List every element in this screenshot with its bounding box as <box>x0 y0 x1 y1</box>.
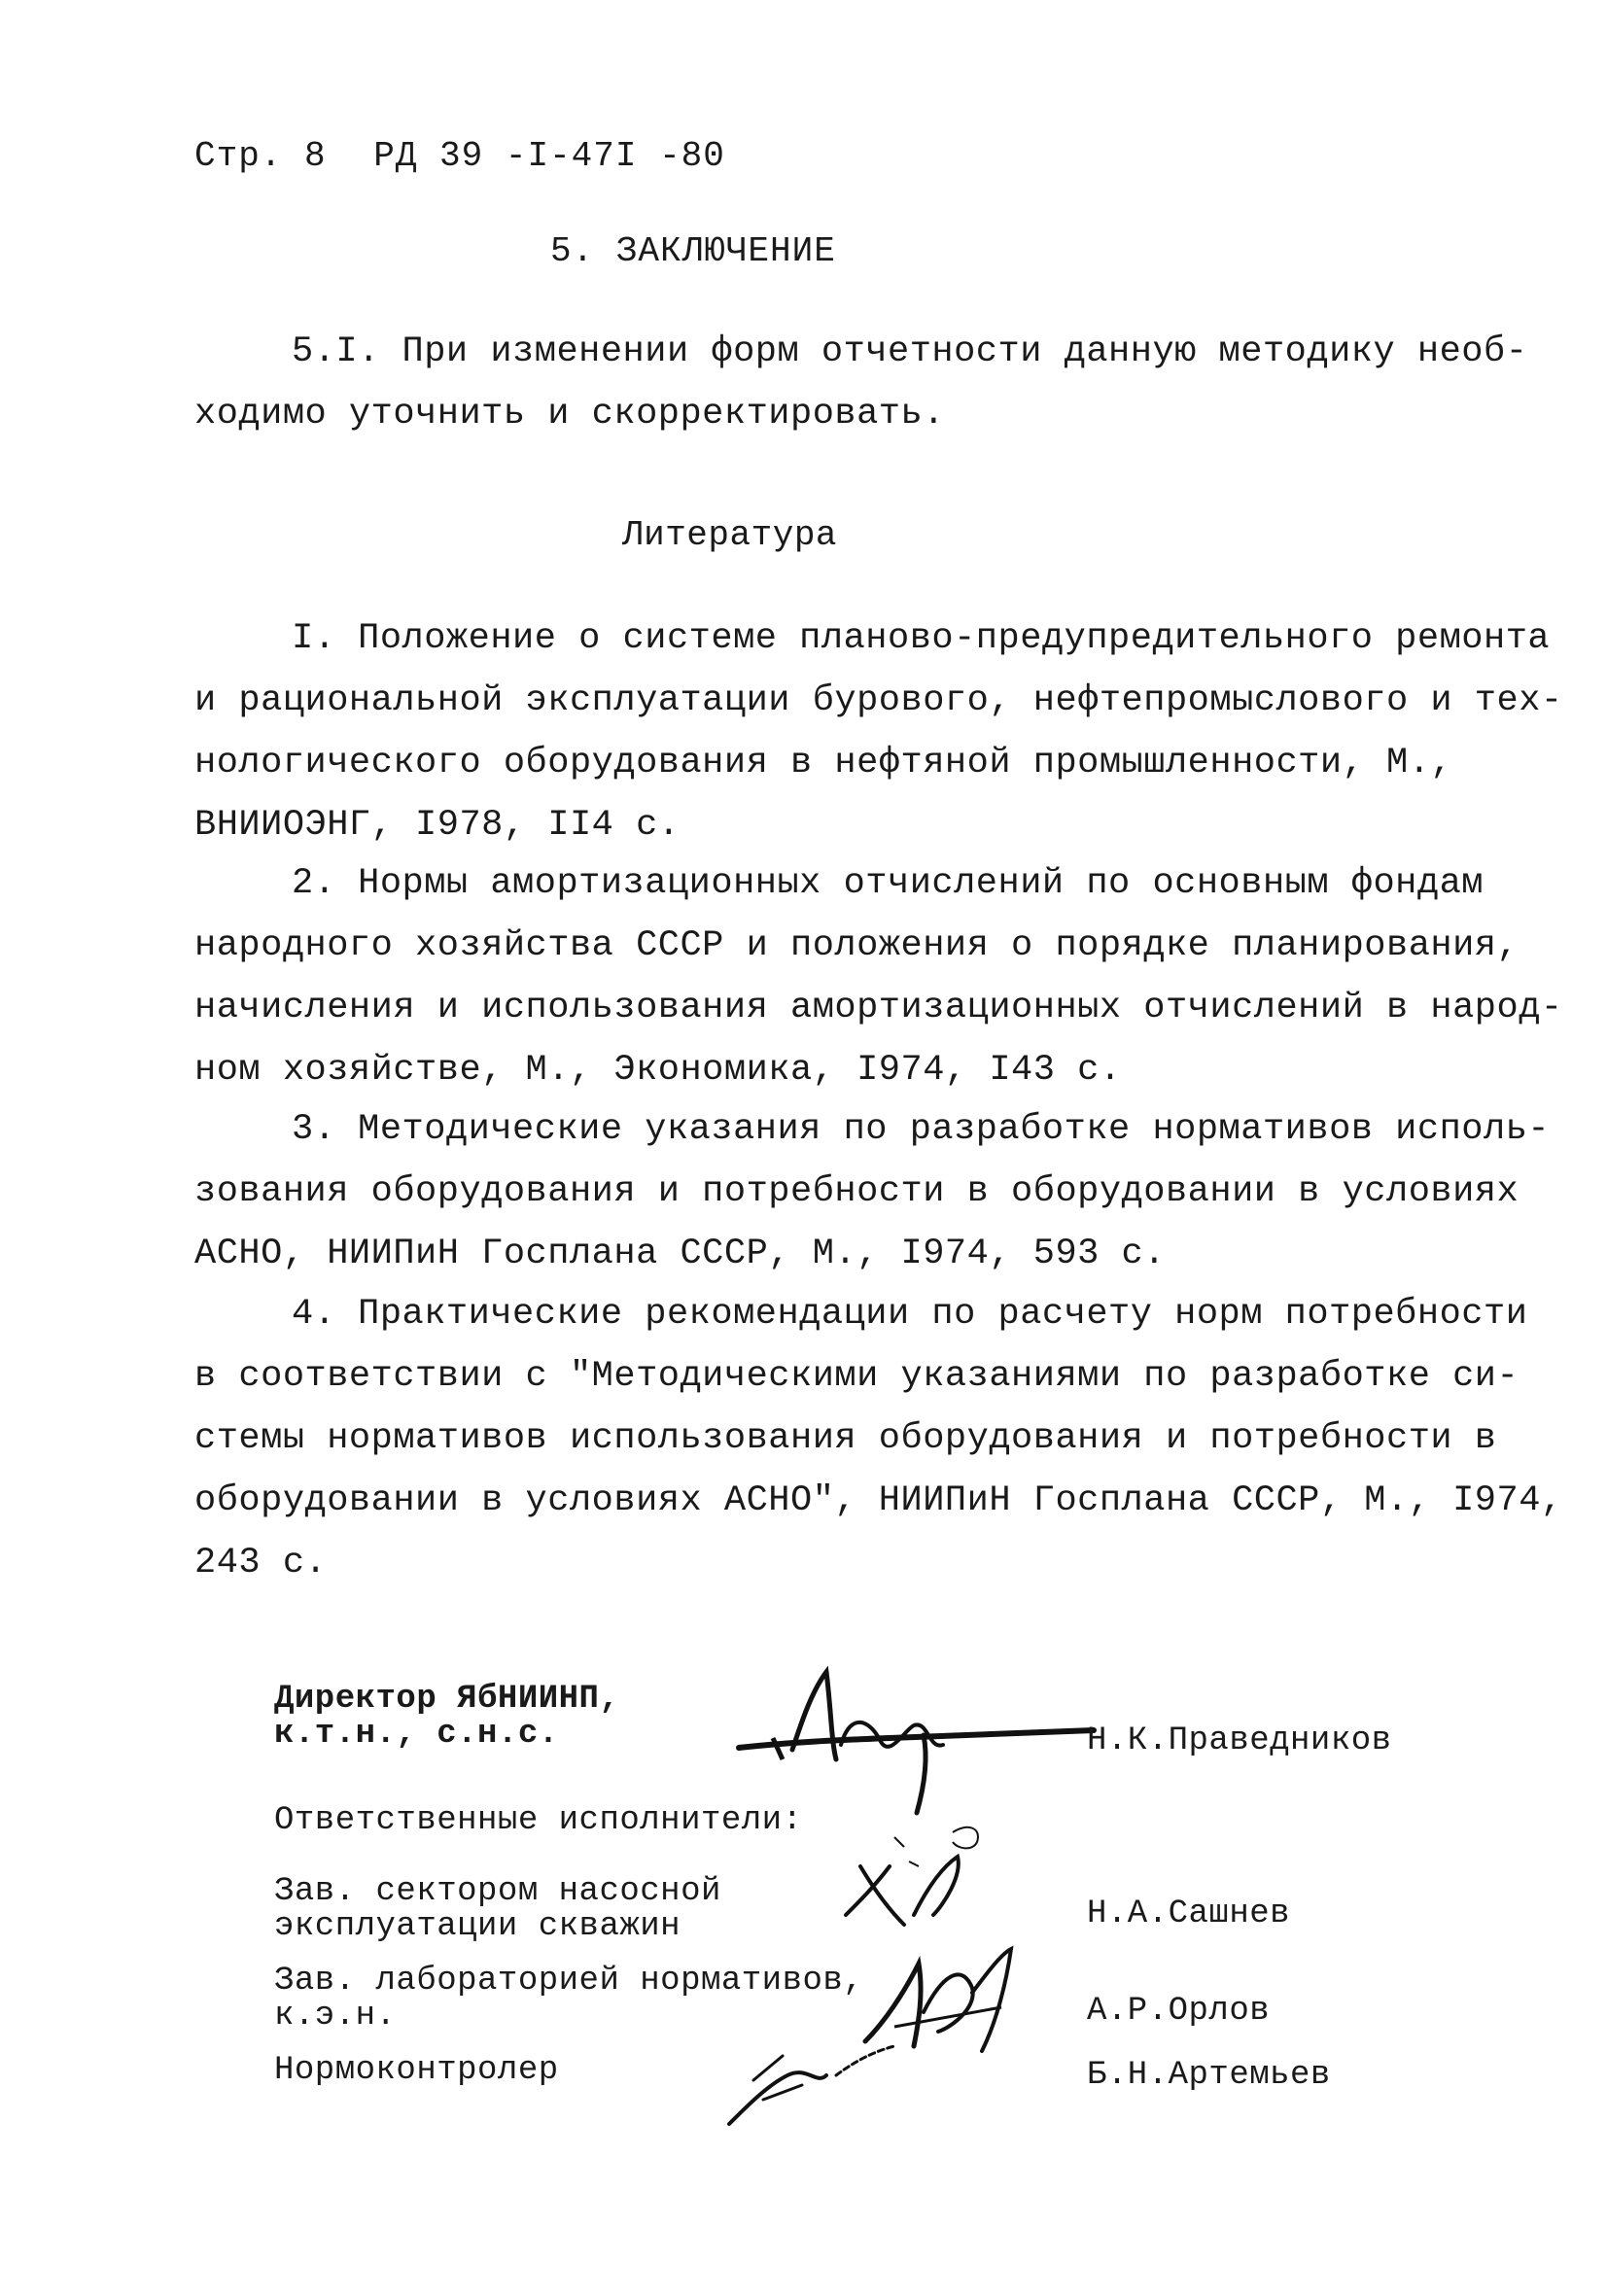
responsible-label: Ответственные исполнители: <box>274 1802 803 1839</box>
document-code: РД 39 -I-47I -80 <box>373 136 725 176</box>
executor-name: Н.А.Сашнев <box>1087 1896 1291 1932</box>
literature-line: народного хозяйства СССР и положения о порядке планирования, <box>194 925 1520 966</box>
director-signature <box>734 1652 1103 1818</box>
literature-line: I. Положение о системе планово-предупредительного ремонта <box>292 618 1551 659</box>
executor-signature <box>836 1808 1011 1944</box>
clause-line: ходимо уточнить и скорректировать. <box>194 394 945 435</box>
literature-line: ВНИИОЭНГ, I978, II4 с. <box>194 805 681 846</box>
literature-line: ном хозяйстве, М., Экономика, I974, I43 с. <box>194 1050 1122 1091</box>
literature-line: оборудовании в условиях АСНО", НИИПиН Госплана СССР, М., I974, <box>194 1480 1563 1521</box>
literature-line: в соответствии с "Методическими указаниями по разработке си- <box>194 1356 1520 1397</box>
section-title: 5. ЗАКЛЮЧЕНИЕ <box>550 231 836 271</box>
executor-name: А.Р.Орлов <box>1087 1993 1271 2030</box>
literature-line: АСНО, НИИПиН Госплана СССР, М., I974, 593 с. <box>194 1234 1166 1274</box>
executor-role: Зав. сектором насосной эксплуатации скважин <box>274 1873 721 1945</box>
literature-item-2 <box>194 852 1563 1101</box>
executor-role: Зав. лабораторией нормативов, к.э.н. <box>274 1963 864 2035</box>
page-header <box>194 136 751 176</box>
literature-item-4 <box>194 1283 1563 1594</box>
literature-line: 3. Методические указания по разработке нормативов исполь- <box>292 1109 1551 1150</box>
literature-line: стемы нормативов использования оборудования и потребности в <box>194 1418 1497 1459</box>
page-number: Стр. 8 <box>194 136 327 176</box>
literature-line: 2. Нормы амортизационных отчислений по основным фондам <box>292 863 1484 904</box>
literature-item-1 <box>194 608 1563 856</box>
literature-title: Литература <box>622 515 838 555</box>
executor-signature <box>719 2027 933 2134</box>
director-name: Н.К.Праведников <box>1087 1722 1392 1759</box>
literature-item-3 <box>194 1098 1551 1285</box>
clause-line: 5.I. При изменении форм отчетности данную методику необ- <box>292 331 1528 372</box>
director-role: Директор ЯбНИИНП, к.т.н., с.н.с. <box>274 1681 620 1753</box>
literature-line: 4. Практические рекомендации по расчету норм потребности <box>292 1294 1528 1335</box>
literature-line: нологического оборудования в нефтяной промышленности, М., <box>194 743 1453 783</box>
executor-name: Б.Н.Артемьев <box>1087 2057 1331 2094</box>
executor-role: Нормоконтролер <box>274 2052 559 2089</box>
conclusion-clause <box>194 321 1528 445</box>
literature-line: зования оборудования и потребности в оборудовании в условиях <box>194 1171 1520 1212</box>
literature-line: 243 с. <box>194 1543 328 1583</box>
literature-line: начисления и использования амортизационных отчислений в народ- <box>194 988 1563 1028</box>
literature-line: и рациональной эксплуатации бурового, нефтепромыслового и тех- <box>194 680 1563 721</box>
